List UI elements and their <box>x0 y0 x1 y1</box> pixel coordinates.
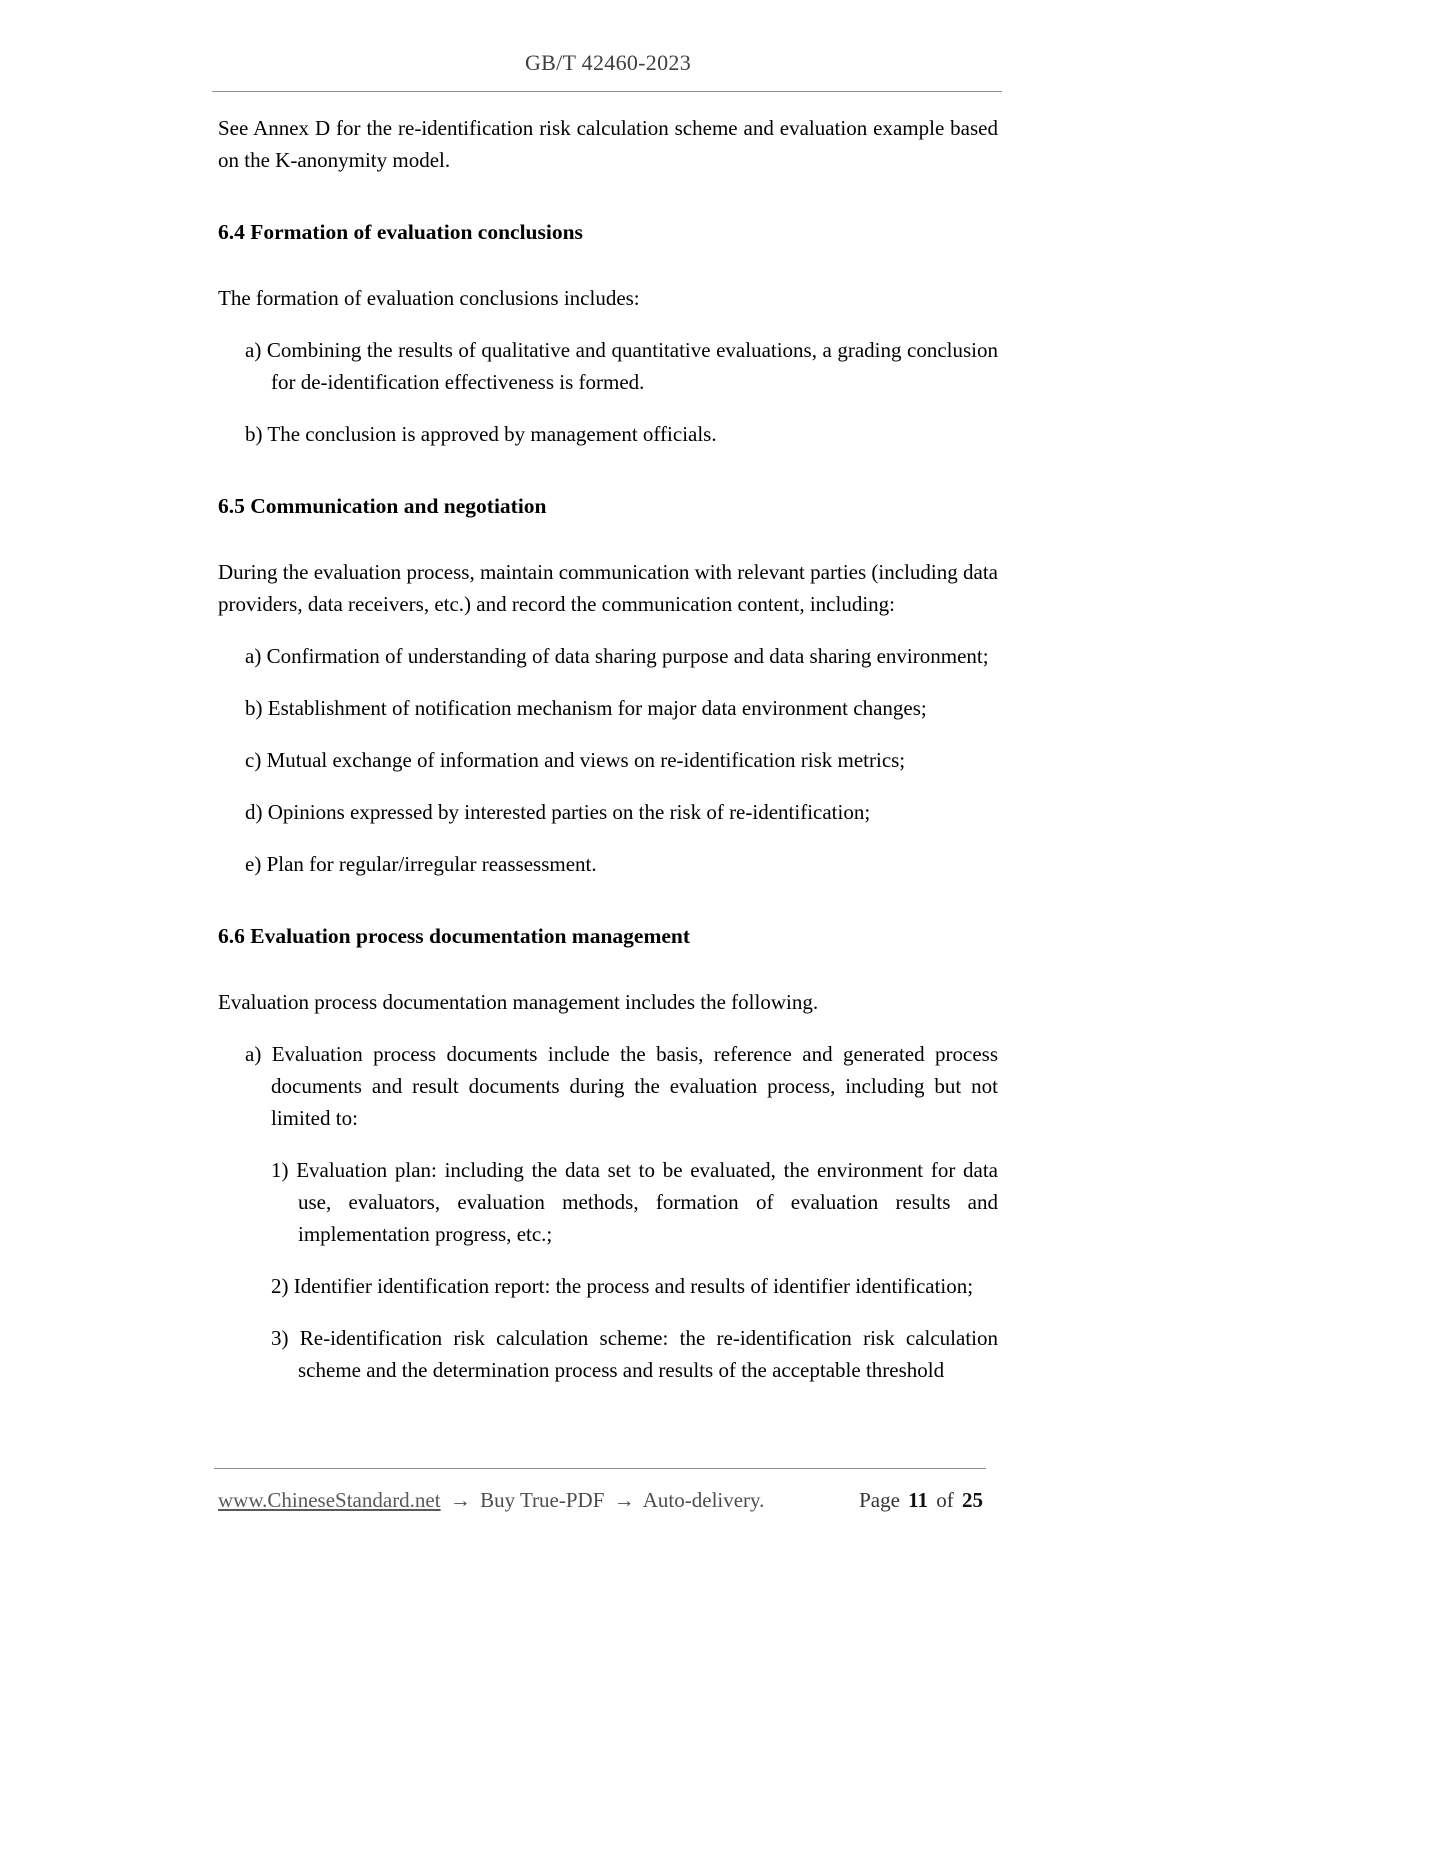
section-heading-6-6: 6.6 Evaluation process documentation management <box>218 924 691 948</box>
total-page-number: 25 <box>962 1488 983 1512</box>
list-item-text: Combining the results of qualitative and quantitative evaluations, a grading conclusion for de-identification effectiveness is formed. <box>266 338 999 394</box>
page-footer <box>218 1488 986 1513</box>
section-6-5-lead: During the evaluation process, maintain communication with relevant parties (including data providers, data receivers, etc.) and record the communication content, including: <box>218 560 998 616</box>
current-page-number: 11 <box>908 1488 928 1512</box>
arrow-right-icon: → <box>449 1488 471 1512</box>
section-6-4-lead: The formation of evaluation conclusions includes: <box>218 286 640 310</box>
list-item-label: b) <box>245 422 263 446</box>
list-item <box>245 1038 998 1134</box>
sub-list-item <box>271 1270 998 1302</box>
list-item-label: d) <box>245 800 263 824</box>
list-item <box>245 692 998 724</box>
list-item <box>245 640 998 672</box>
footer-divider <box>214 1468 986 1469</box>
list-item <box>245 848 998 880</box>
list-item-text: Establishment of notification mechanism for major data environment changes; <box>267 696 927 720</box>
sub-list-item-label: 3) <box>271 1326 289 1350</box>
section-heading-6-5: 6.5 Communication and negotiation <box>218 494 547 518</box>
list-item-label: e) <box>245 852 262 876</box>
list-item-label: b) <box>245 696 263 720</box>
sub-list-item <box>271 1154 998 1250</box>
footer-delivery-text: Auto-delivery. <box>642 1488 765 1512</box>
intro-paragraph: See Annex D for the re-identification risk calculation scheme and evaluation example based on the K-anonymity model. <box>218 116 998 172</box>
sub-list-item-text: Re-identification risk calculation scheme: the re-identification risk calculation scheme and the determination process and results of the acceptable threshold <box>298 1326 998 1382</box>
doc-number: GB/T 42460-2023 <box>524 50 692 75</box>
page-label: Page <box>859 1488 900 1512</box>
footer-info <box>218 1488 764 1513</box>
list-item-text: Plan for regular/irregular reassessment. <box>266 852 597 876</box>
of-label: of <box>936 1488 954 1512</box>
list-item <box>245 744 998 776</box>
list-item-label: c) <box>245 748 262 772</box>
list-item-text: The conclusion is approved by management officials. <box>267 422 717 446</box>
document-content <box>218 112 998 1406</box>
sub-list-item-text: Evaluation plan: including the data set to be evaluated, the environment for data use, evaluators, evaluation methods, formation of evaluation results and implementation progress, etc.; <box>296 1158 998 1246</box>
page-header <box>218 50 998 76</box>
website-link[interactable]: www.ChineseStandard.net <box>218 1488 441 1512</box>
list-item-label: a) <box>245 338 262 362</box>
arrow-right-icon: → <box>613 1488 635 1512</box>
list-item <box>245 796 998 828</box>
sub-list-item-text: Identifier identification report: the process and results of identifier identification; <box>293 1274 974 1298</box>
list-item-label: a) <box>245 1042 262 1066</box>
page-number <box>859 1488 986 1513</box>
list-item-text: Mutual exchange of information and views on re-identification risk metrics; <box>266 748 906 772</box>
list-item <box>245 418 998 450</box>
list-item-label: a) <box>245 644 262 668</box>
list-item-text: Confirmation of understanding of data sharing purpose and data sharing environment; <box>266 644 989 668</box>
list-item-text: Evaluation process documents include the basis, reference and generated process documents and result documents during the evaluation process, including but not limited to: <box>271 1042 998 1130</box>
list-item-text: Opinions expressed by interested parties on the risk of re-identification; <box>267 800 871 824</box>
sub-list-item-label: 1) <box>271 1158 289 1182</box>
sub-list-item-label: 2) <box>271 1274 289 1298</box>
sub-list-item <box>271 1322 998 1386</box>
footer-buy-text: Buy True-PDF <box>480 1488 605 1512</box>
section-6-6-lead: Evaluation process documentation management includes the following. <box>218 990 819 1014</box>
header-divider <box>212 91 1002 92</box>
section-heading-6-4: 6.4 Formation of evaluation conclusions <box>218 220 583 244</box>
list-item <box>245 334 999 398</box>
